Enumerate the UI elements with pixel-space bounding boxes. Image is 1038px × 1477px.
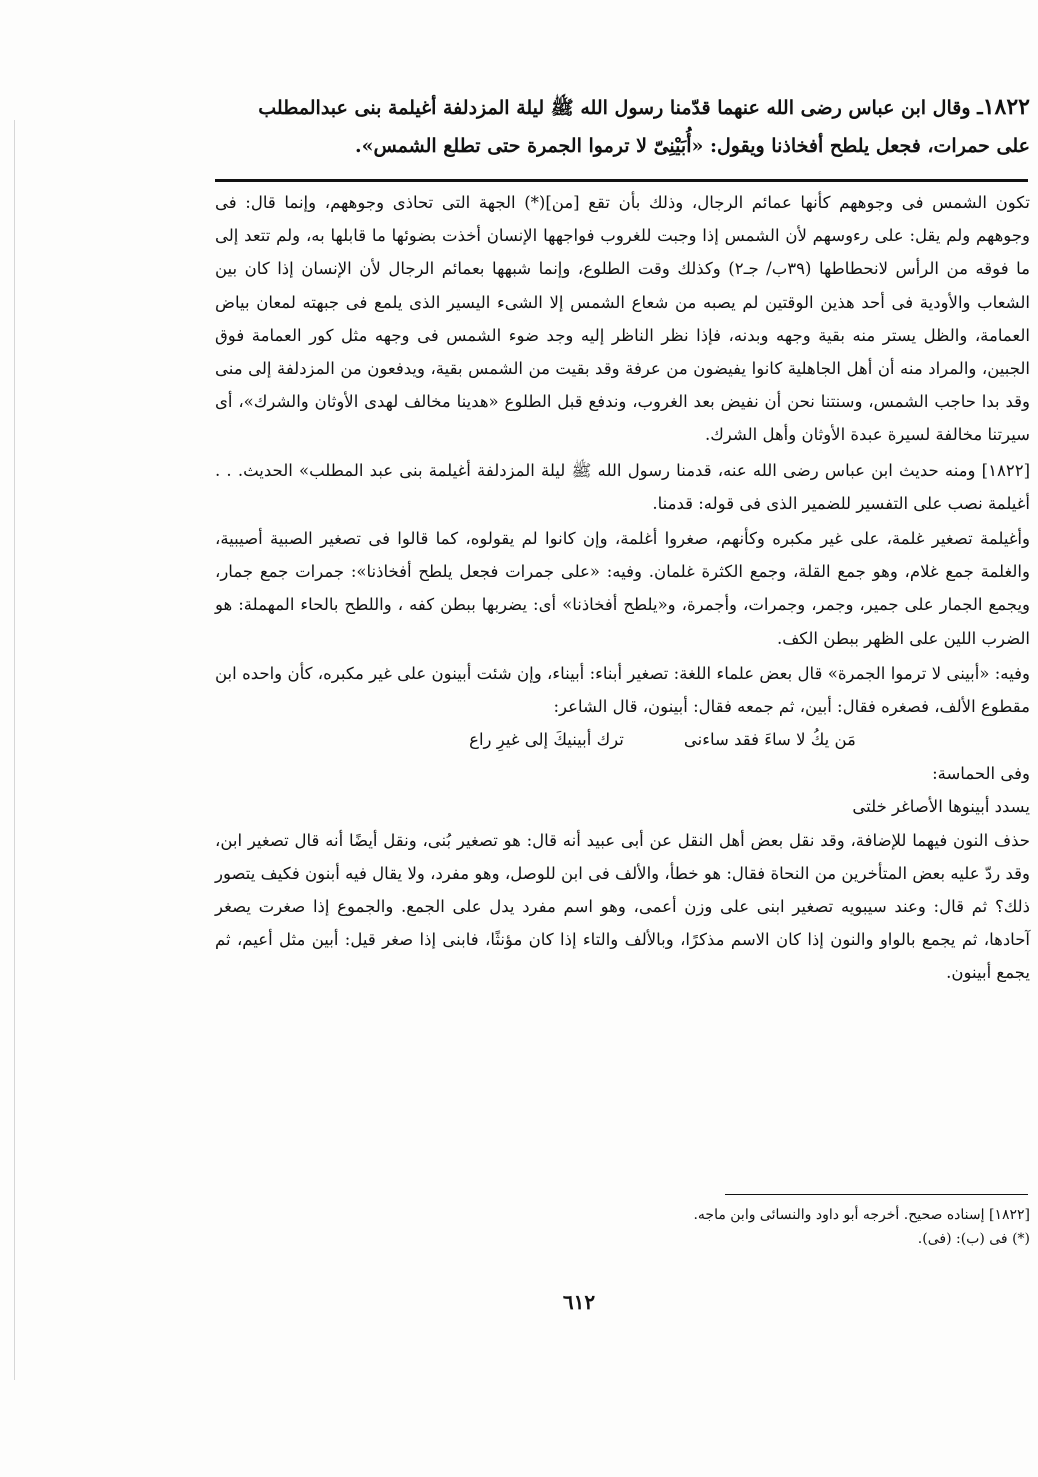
- hadith-line-2: على حمرات، فجعل يلطح أفخاذنا ويقول: «أُبَيْنِىّ لا ترموا الجمرة حتى تطلع الشمس».: [354, 135, 1030, 157]
- scan-edge-line: [14, 120, 15, 1380]
- page-number: ٦١٢: [562, 1290, 596, 1314]
- commentary-paragraph: وأغيلمة تصغير غلمة، على غير مكبره وكأنهم، صغروا أغلمة، وإن كانوا لم يقولوه، كما قالوا فى تصغير الصبية أصيبية، والغلمة جمع غلام، وهو جمع القلة، وجمع الكثرة غلمان. وفيه: «على جمرات فجعل يلطح أفخاذنا»: جمرات جمع جمار، ويجمع الجمار على جمير، وجمر، وجمرات، وأجمرة، و«يلطح أفخاذنا» أى: يضربها ببطن كفه ، واللطح بالحاء المهملة: هو الضرب اللين على الظهر ببطن الكف.: [215, 529, 1030, 648]
- separator-rule: [215, 179, 1028, 182]
- footnote-separator: [725, 1194, 1028, 1195]
- footnote-2: (*) فى (ب): (فى).: [917, 1231, 1030, 1247]
- commentary-paragraph: حذف النون فيهما للإضافة، وقد نقل بعض أهل النقل عن أبى عبيد أنه قال: هو تصغير بُنى، ونقل أيضًا أنه قال تصغير ابن، وقد ردّ عليه بعض المتأخرين من النحاة فقال: هو خطأ، والألف فى ابن للوصل، وهو مفرد، ولا يقال فيه أبنون فكيف يتصور ذلك؟ ثم قال: وعند سيبويه تصغير ابنى على وزن أعمى، وهو اسم مفرد يدل على الجمع. والجموع إذا صغرت يصغر آحادها، ثم يجمع بالواو والنون إذا كان الاسم مذكرًا، وبالألف والتاء إذا كان مؤنثًا، فابنى إذا صغر قيل: أبين مثل أعيم، ثم يجمع أبينون.: [215, 830, 1030, 983]
- commentary-paragraph: تكون الشمس فى وجوههم كأنها عمائم الرجال، وذلك بأن تقع [من](*) الجهة التى تحاذى وجوههم، وإنما قال: فى وجوههم ولم يقل: على رءوسهم لأن الشمس إذا وجبت للغروب فواجهها الإنسان أخذت بضوئها ما قابلها به، ولم تتعد إلى ما فوقه من الرأس لانحطاطها (٣٩ب/ جـ٢) وكذلك وقت الطلوع، وإنما شبهها بعمائم الرجال لأن الإنسان إذا كان بين الشعاب والأودية فى أحد هذين الوقتين لم يصبه من شعاع الشمس إلا الشىء اليسير الذى يلمع فى جبهته لمعان بياض العمامة، والظل يستر منه بقية وجهه وبدنه، فإذا نظر الناظر إليه وجد ضوء الشمس فى وجهه مثل كور العمامة فوق الجبين، والمراد منه أن أهل الجاهلية كانوا يفيضون من عرفة وقد بقيت من الشمس بقية، ويدفعون من المزدلفة إلى منى وقد بدا حاجب الشمس، وسنتنا نحن أن نفيض بعد الغروب، وندفع قبل الطلوع «هدينا مخالف لهدى الأوثان والشرك»، أى سيرتنا مخالفة لسيرة عبدة الأوثان وأهل الشرك.: [215, 193, 1030, 445]
- verse-second-hemistich: ترك أبينيكَ إلى غيرِ راع: [469, 730, 624, 750]
- footnote-1: [١٨٢٢] إسناده صحيح. أخرجه أبو داود والنسائى وابن ماجه.: [693, 1207, 1030, 1223]
- hadith-number-dot: ـ: [977, 97, 983, 119]
- hadith-text: [215, 88, 1030, 165]
- commentary-body: [215, 186, 1030, 990]
- hadith-number: ١٨٢٢: [982, 94, 1030, 120]
- hadith-line-1-text: وقال ابن عباس رضى الله عنهما قدّمنا رسول الله ﷺ ليلة المزدلفة أغيلمة بنى عبدالمطلب: [258, 97, 971, 119]
- footnotes: [215, 1203, 1030, 1251]
- hamasa-label: وفى الحماسة:: [932, 764, 1030, 784]
- hamasa-line: يسدد أبينوها الأصاغر خلتى: [852, 797, 1030, 817]
- commentary-paragraph: وفيه: «أبينى لا ترموا الجمرة» قال بعض علماء اللغة: تصغير أبناء: أبيناء، وإن شئت أبينون على غير مكبره، كأن واحده ابن مقطوع الألف، فصغره فقال: أبين، ثم جمعه فقال: أبينون، قال الشاعر:: [215, 663, 1030, 717]
- hadith-line-1: [215, 88, 1030, 127]
- verse-first-hemistich: مَن يكُ لا ساءَ فقد ساءنى: [683, 730, 856, 750]
- commentary-paragraph: [١٨٢٢] ومنه حديث ابن عباس رضى الله عنه، قدمنا رسول الله ﷺ ليلة المزدلفة أغيلمة بنى عبد المطلب» الحديث. . . أغيلمة نصب على التفسير للضمير الذى فى قوله: قدمنا.: [215, 460, 1030, 513]
- poetry-verse: [215, 723, 1030, 757]
